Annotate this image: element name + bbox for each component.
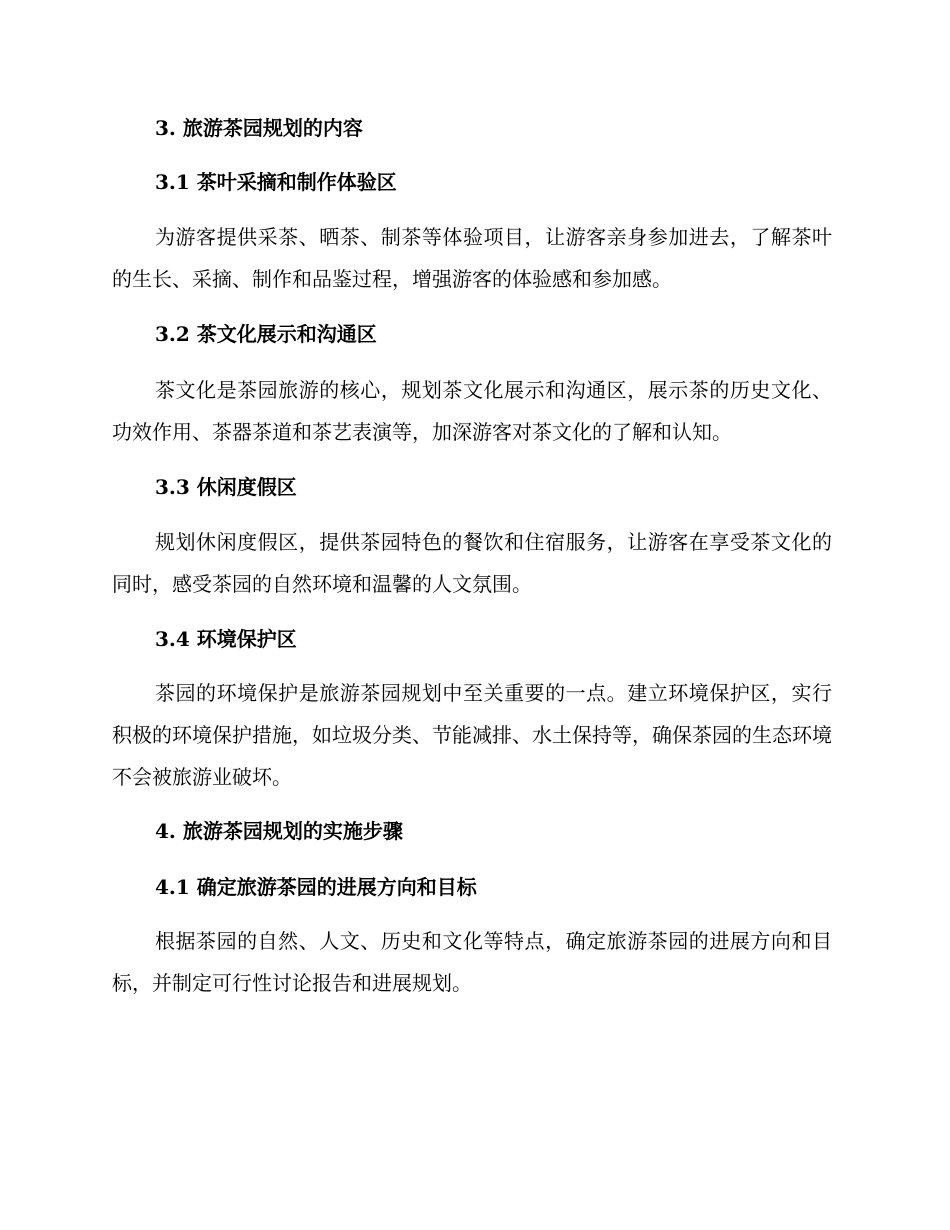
section-heading-3-2: 3.2 茶文化展示和沟通区: [155, 322, 377, 346]
section-paragraph-3-1: 为游客提供采茶、晒茶、制茶等体验项目，让游客亲身参加进去，了解茶叶的生长、采摘、制作和品鉴过程，增强游客的体验感和参加感。: [112, 225, 832, 291]
section-heading-4-1: 4.1 确定旅游茶园的进展方向和目标: [155, 875, 477, 899]
section-paragraph-3-3: 规划休闲度假区，提供茶园特色的餐饮和住宿服务，让游客在享受茶文化的同时，感受茶园的自然环境和温馨的人文氛围。: [112, 530, 832, 596]
section-heading-3-1: 3.1 茶叶采摘和制作体验区: [155, 170, 397, 194]
section-paragraph-3-2: 茶文化是茶园旅游的核心，规划茶文化展示和沟通区，展示茶的历史文化、功效作用、茶器茶道和茶艺表演等，加深游客对茶文化的了解和认知。: [112, 378, 832, 444]
section-heading-3-3: 3.3 休闲度假区: [155, 475, 297, 499]
section-paragraph-3-4: 茶园的环境保护是旅游茶园规划中至关重要的一点。建立环境保护区，实行积极的环境保护措施，如垃圾分类、节能减排、水土保持等，确保茶园的生态环境不会被旅游业破坏。: [112, 681, 832, 789]
section-heading-4: 4. 旅游茶园规划的实施步骤: [155, 819, 403, 843]
section-heading-3: 3. 旅游茶园规划的内容: [155, 116, 363, 140]
section-paragraph-4-1: 根据茶园的自然、人文、历史和文化等特点，确定旅游茶园的进展方向和目标，并制定可行性讨论报告和进展规划。: [112, 929, 832, 995]
section-heading-3-4: 3.4 环境保护区: [155, 627, 297, 651]
